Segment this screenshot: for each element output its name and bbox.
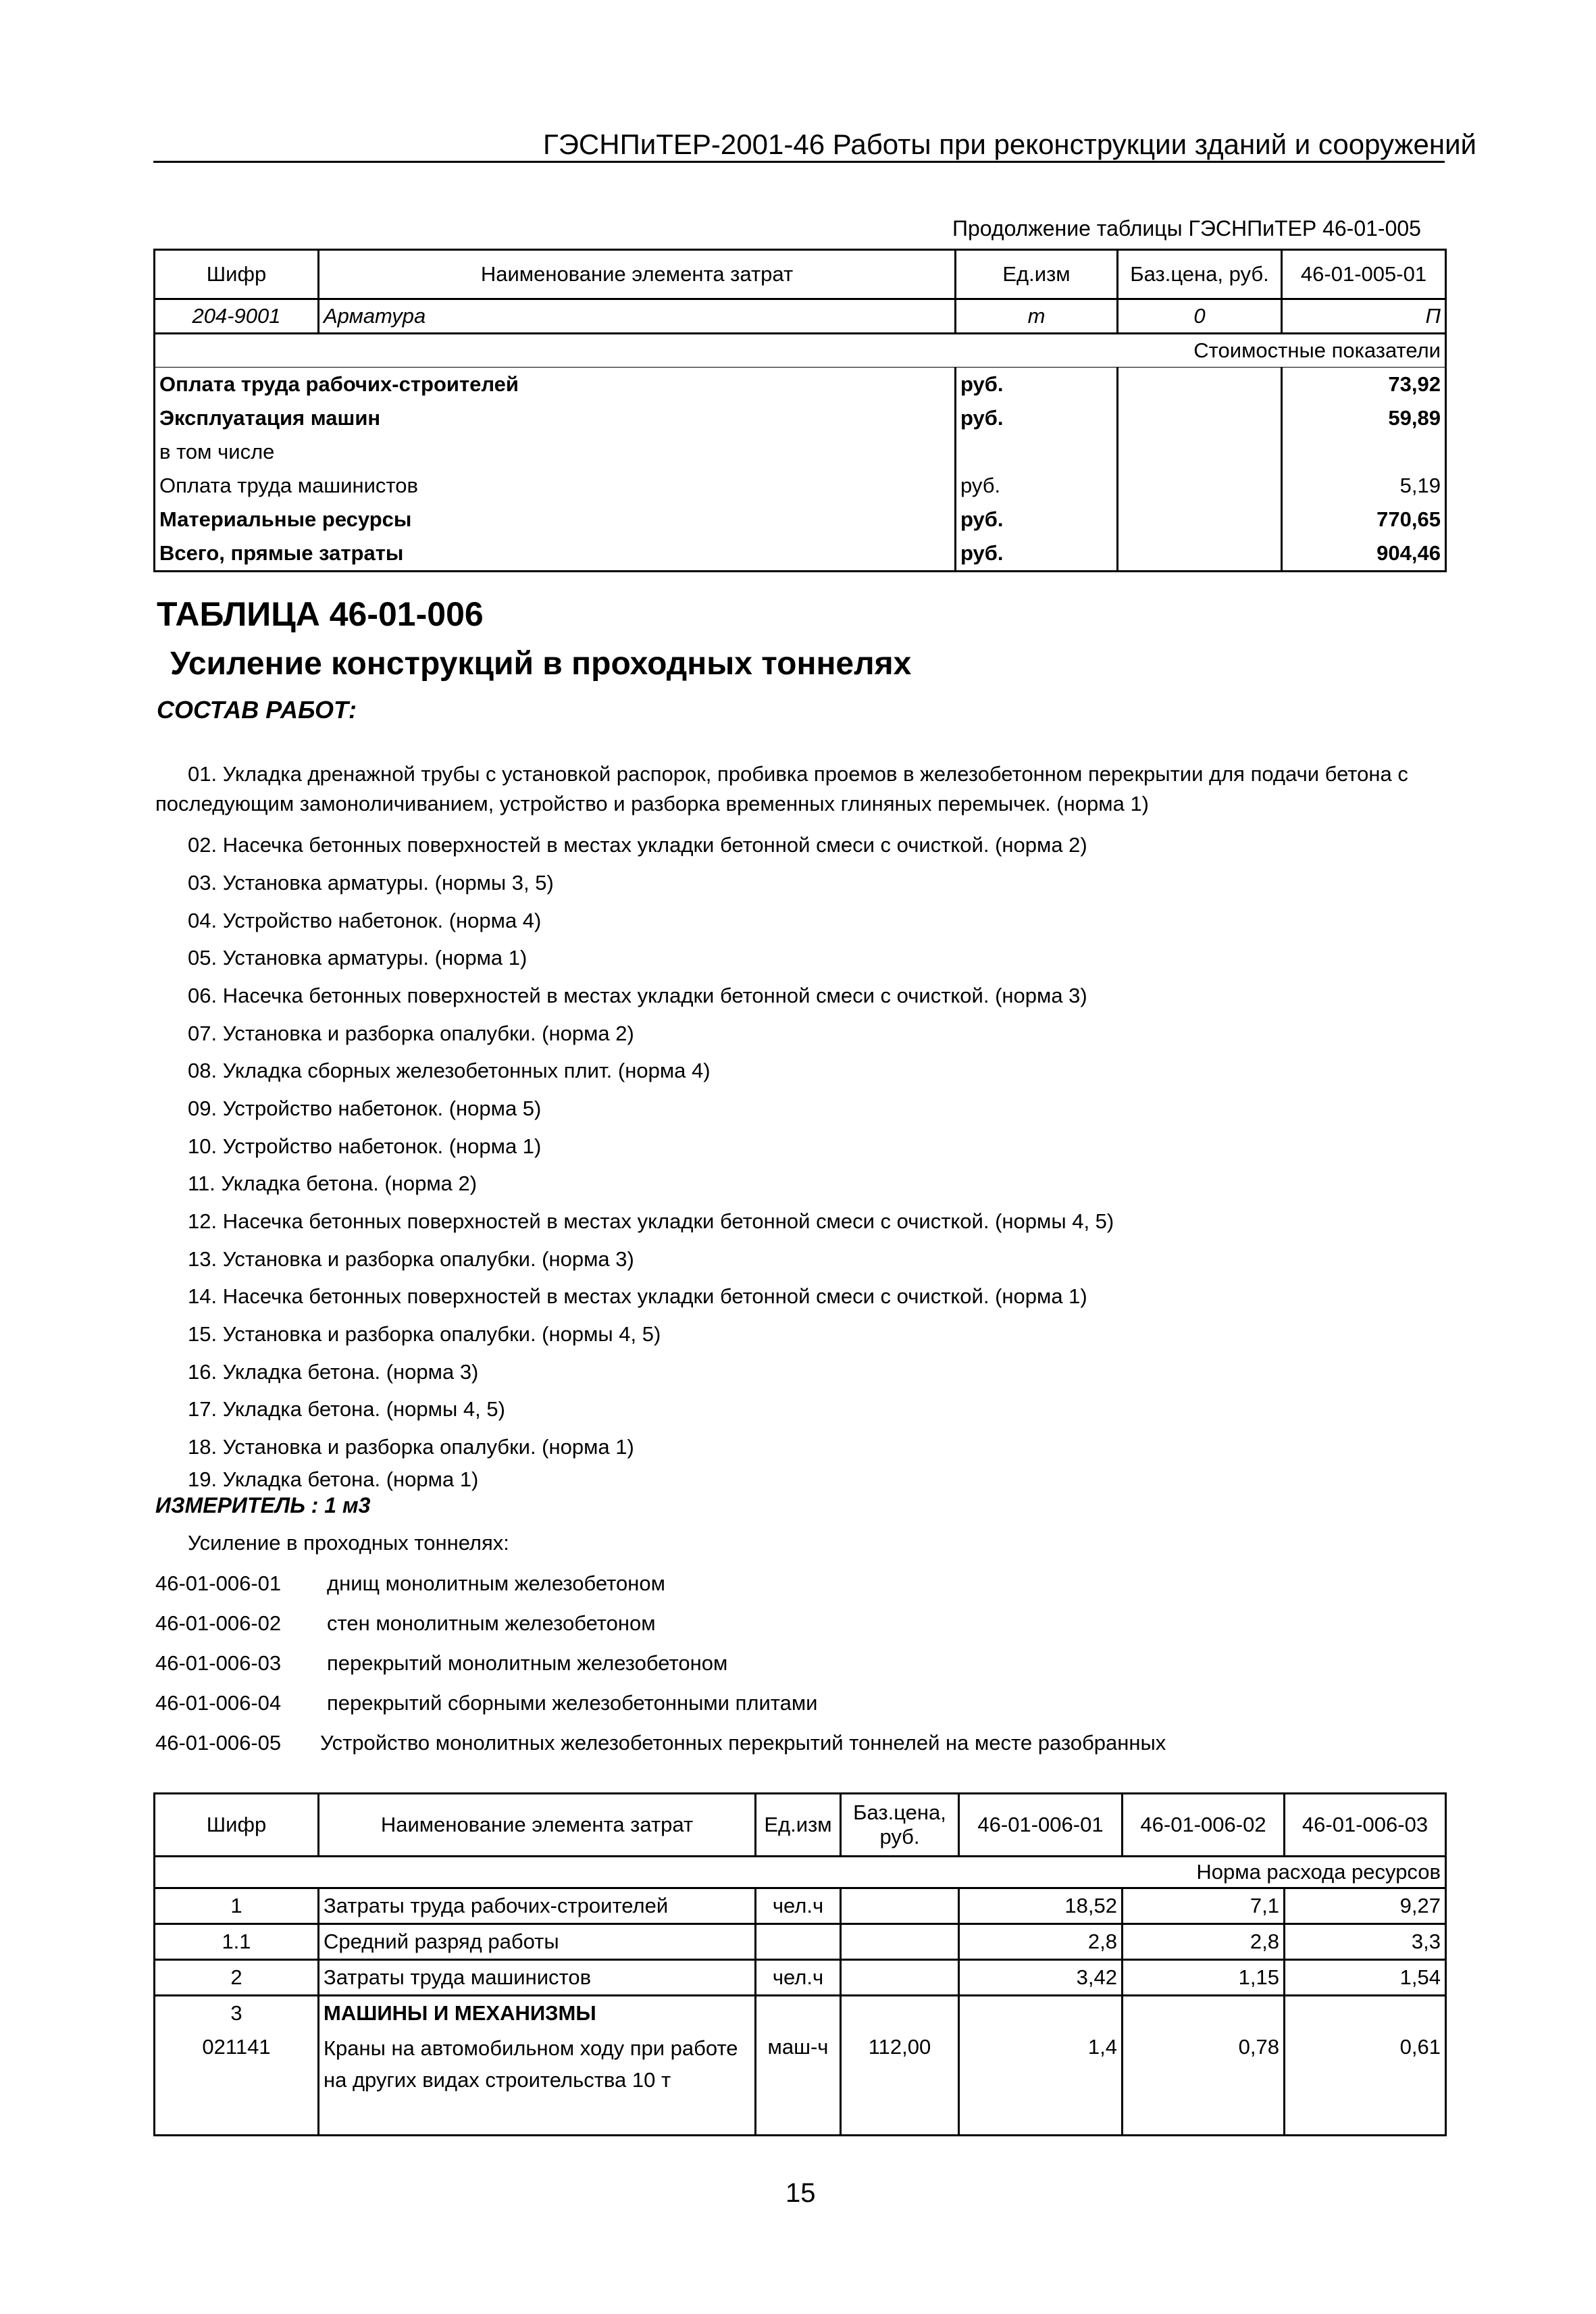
- t1-header-cell: 46-01-005-01: [1282, 250, 1446, 299]
- t2-name: Средний разряд работы: [319, 1924, 756, 1960]
- table-subtitle: Усиление конструкций в проходных тоннелях: [170, 646, 912, 682]
- t1-row-name: в том числе: [155, 435, 956, 469]
- table-row: [155, 1888, 1446, 1924]
- t1-row-price: [1118, 469, 1282, 503]
- t2-v1: 18,52: [959, 1888, 1123, 1924]
- t2-name: Краны на автомобильном ходу при работе на других видах строительства 10 т: [319, 2030, 756, 2136]
- norm-desc: перекрытий монолитным железобетоном: [327, 1651, 728, 1675]
- work-item: 16. Укладка бетона. (норма 3): [188, 1360, 479, 1384]
- t2-price: [841, 1888, 959, 1924]
- t2-v3: 9,27: [1285, 1888, 1446, 1924]
- page-number: 15: [786, 2178, 816, 2208]
- norm-desc: стен монолитным железобетоном: [327, 1611, 656, 1635]
- t2-v2: [1123, 1996, 1285, 2031]
- t2-v1: 1,4: [959, 2030, 1123, 2136]
- table-row: [155, 435, 1446, 469]
- header-divider: [153, 161, 1445, 163]
- t2-v1: [959, 1996, 1123, 2031]
- strengthening-label: Усиление в проходных тоннелях:: [188, 1531, 509, 1555]
- work-item: 07. Установка и разборка опалубки. (норма 2): [188, 1022, 634, 1045]
- work-item: 18. Установка и разборка опалубки. (норма 1): [188, 1435, 634, 1459]
- t2-header-cell: Шифр: [155, 1794, 319, 1857]
- t1-row-name: Оплата труда машинистов: [155, 469, 956, 503]
- t2-code: 2: [155, 1960, 319, 1996]
- t2-v3: 3,3: [1285, 1924, 1446, 1960]
- table1-section-row: [155, 334, 1446, 368]
- t2-v1: 2,8: [959, 1924, 1123, 1960]
- t2-header-cell: Ед.изм: [756, 1794, 841, 1857]
- t1-row-name: Материальные ресурсы: [155, 503, 956, 536]
- t1-row-value: 73,92: [1282, 368, 1446, 402]
- t2-norm-label: Норма расхода ресурсов: [155, 1857, 1446, 1888]
- work-item: 13. Установка и разборка опалубки. (норма 3): [188, 1247, 634, 1271]
- t1-header-cell: Ед.изм: [956, 250, 1118, 299]
- t2-v1: 3,42: [959, 1960, 1123, 1996]
- table-title: ТАБЛИЦА 46-01-006: [157, 595, 484, 633]
- t1-row-unit: руб.: [956, 469, 1118, 503]
- t2-price: [841, 1924, 959, 1960]
- table-row: [155, 536, 1446, 572]
- work-item: 19. Укладка бетона. (норма 1): [188, 1467, 479, 1491]
- t2-header-cell: 46-01-006-01: [959, 1794, 1123, 1857]
- t2-code: 021141: [155, 2030, 319, 2136]
- table-row: [155, 2030, 1446, 2136]
- t1-cell: Арматура: [319, 299, 956, 334]
- work-item-first: 01. Укладка дренажной трубы с установкой распорок, пробивка проемов в железобетонном перекрытии для подачи бетона с последующим замоноличиванием, устройство и разборка временных глиняных перемычек. (норма 1): [155, 762, 1408, 815]
- t1-row-value: [1282, 435, 1446, 469]
- t2-header-cell: Наименование элемента затрат: [319, 1794, 756, 1857]
- t1-row-price: [1118, 536, 1282, 572]
- work-item: 08. Укладка сборных железобетонных плит. (норма 4): [188, 1059, 711, 1082]
- work-item: 11. Укладка бетона. (норма 2): [188, 1172, 478, 1195]
- table2-header-row: [155, 1794, 1446, 1857]
- t2-name: МАШИНЫ И МЕХАНИЗМЫ: [319, 1996, 756, 2031]
- table-row: [155, 1960, 1446, 1996]
- norm-desc: перекрытий сборными железобетонными плитами: [327, 1691, 818, 1715]
- t1-row-name: Всего, прямые затраты: [155, 536, 956, 572]
- works-heading: СОСТАВ РАБОТ:: [157, 696, 357, 724]
- t2-unit: [756, 1996, 841, 2031]
- t1-row-unit: руб.: [956, 401, 1118, 435]
- t2-v2: 0,78: [1123, 2030, 1285, 2136]
- norm-code: 46-01-006-01: [155, 1571, 282, 1595]
- t1-cell: П: [1282, 299, 1446, 334]
- t2-unit: чел.ч: [756, 1888, 841, 1924]
- t2-v3: 0,61: [1285, 2030, 1446, 2136]
- t2-v3: 1,54: [1285, 1960, 1446, 1996]
- table1: [153, 249, 1447, 572]
- table1-header-row: [155, 250, 1446, 299]
- work-item: 10. Устройство набетонок. (норма 1): [188, 1134, 542, 1158]
- norm-code: 46-01-006-03: [155, 1651, 282, 1675]
- unit-of-measure: ИЗМЕРИТЕЛЬ : 1 м3: [155, 1493, 371, 1517]
- t2-code: 1: [155, 1888, 319, 1924]
- t1-row-value: 904,46: [1282, 536, 1446, 572]
- norm-code: 46-01-006-05: [155, 1731, 282, 1755]
- t2-v2: 1,15: [1123, 1960, 1285, 1996]
- table-row: [155, 401, 1446, 435]
- t2-header-cell: Баз.цена, руб.: [841, 1794, 959, 1857]
- table-row: [155, 1996, 1446, 2031]
- t1-row-name: Оплата труда рабочих-строителей: [155, 368, 956, 402]
- work-item: 03. Установка арматуры. (нормы 3, 5): [188, 871, 554, 895]
- table1-caption: Продолжение таблицы ГЭСНПиТЕР 46-01-005: [952, 216, 1421, 241]
- t2-price: [841, 1960, 959, 1996]
- t2-name: Затраты труда машинистов: [319, 1960, 756, 1996]
- table-row: [155, 1924, 1446, 1960]
- t1-row-value: 5,19: [1282, 469, 1446, 503]
- t1-cell: 0: [1118, 299, 1282, 334]
- norm-code: 46-01-006-02: [155, 1611, 282, 1635]
- work-item: 09. Устройство набетонок. (норма 5): [188, 1097, 542, 1120]
- t2-v3: [1285, 1996, 1446, 2031]
- work-item: 04. Устройство набетонок. (норма 4): [188, 909, 542, 932]
- norm-desc: Устройство монолитных железобетонных перекрытий тоннелей на месте разобранных: [320, 1731, 1166, 1755]
- t2-unit: чел.ч: [756, 1960, 841, 1996]
- t2-price: [841, 1996, 959, 2031]
- t1-row-price: [1118, 368, 1282, 402]
- work-item: 15. Установка и разборка опалубки. (нормы 4, 5): [188, 1322, 661, 1346]
- t2-unit: [756, 1924, 841, 1960]
- running-header: ГЭСНПиТЕР-2001-46 Работы при реконструкции зданий и сооружений: [543, 128, 1477, 160]
- table-row: [155, 469, 1446, 503]
- work-item: 06. Насечка бетонных поверхностей в местах укладки бетонной смеси с очисткой. (норма 3): [188, 984, 1087, 1007]
- t2-code: 1.1: [155, 1924, 319, 1960]
- work-item: 02. Насечка бетонных поверхностей в местах укладки бетонной смеси с очисткой. (норма 2): [188, 833, 1087, 857]
- work-item: 17. Укладка бетона. (нормы 4, 5): [188, 1397, 505, 1421]
- t1-row-price: [1118, 401, 1282, 435]
- t1-row-value: 770,65: [1282, 503, 1446, 536]
- work-item: 14. Насечка бетонных поверхностей в местах укладки бетонной смеси с очисткой. (норма 1): [188, 1284, 1087, 1308]
- work-item: 12. Насечка бетонных поверхностей в местах укладки бетонной смеси с очисткой. (нормы 4, 5): [188, 1209, 1114, 1233]
- norm-code: 46-01-006-04: [155, 1691, 282, 1715]
- t2-code: 3: [155, 1996, 319, 2031]
- t1-row-price: [1118, 435, 1282, 469]
- t2-unit: маш-ч: [756, 2030, 841, 2136]
- t1-row-price: [1118, 503, 1282, 536]
- t2-name: Затраты труда рабочих-строителей: [319, 1888, 756, 1924]
- t1-header-cell: Наименование элемента затрат: [319, 250, 956, 299]
- table-row: [155, 503, 1446, 536]
- t1-row-unit: руб.: [956, 503, 1118, 536]
- t1-row-unit: руб.: [956, 368, 1118, 402]
- t1-cell: 204-9001: [155, 299, 319, 334]
- norm-desc: днищ монолитным железобетоном: [327, 1571, 665, 1595]
- table1-material-row: [155, 299, 1446, 334]
- t2-v2: 7,1: [1123, 1888, 1285, 1924]
- table2-norm-row: [155, 1857, 1446, 1888]
- table-row: [155, 368, 1446, 402]
- t2-header-cell: 46-01-006-03: [1285, 1794, 1446, 1857]
- t1-header-cell: Шифр: [155, 250, 319, 299]
- t1-row-unit: руб.: [956, 536, 1118, 572]
- t2-price: 112,00: [841, 2030, 959, 2136]
- t2-v2: 2,8: [1123, 1924, 1285, 1960]
- t1-row-value: 59,89: [1282, 401, 1446, 435]
- work-item: 05. Установка арматуры. (норма 1): [188, 946, 527, 970]
- t1-section-label: Стоимостные показатели: [155, 334, 1446, 368]
- t2-header-cell: 46-01-006-02: [1123, 1794, 1285, 1857]
- t1-row-unit: [956, 435, 1118, 469]
- t1-header-cell: Баз.цена, руб.: [1118, 250, 1282, 299]
- table2: [153, 1792, 1447, 2136]
- t1-row-name: Эксплуатация машин: [155, 401, 956, 435]
- t1-cell: т: [956, 299, 1118, 334]
